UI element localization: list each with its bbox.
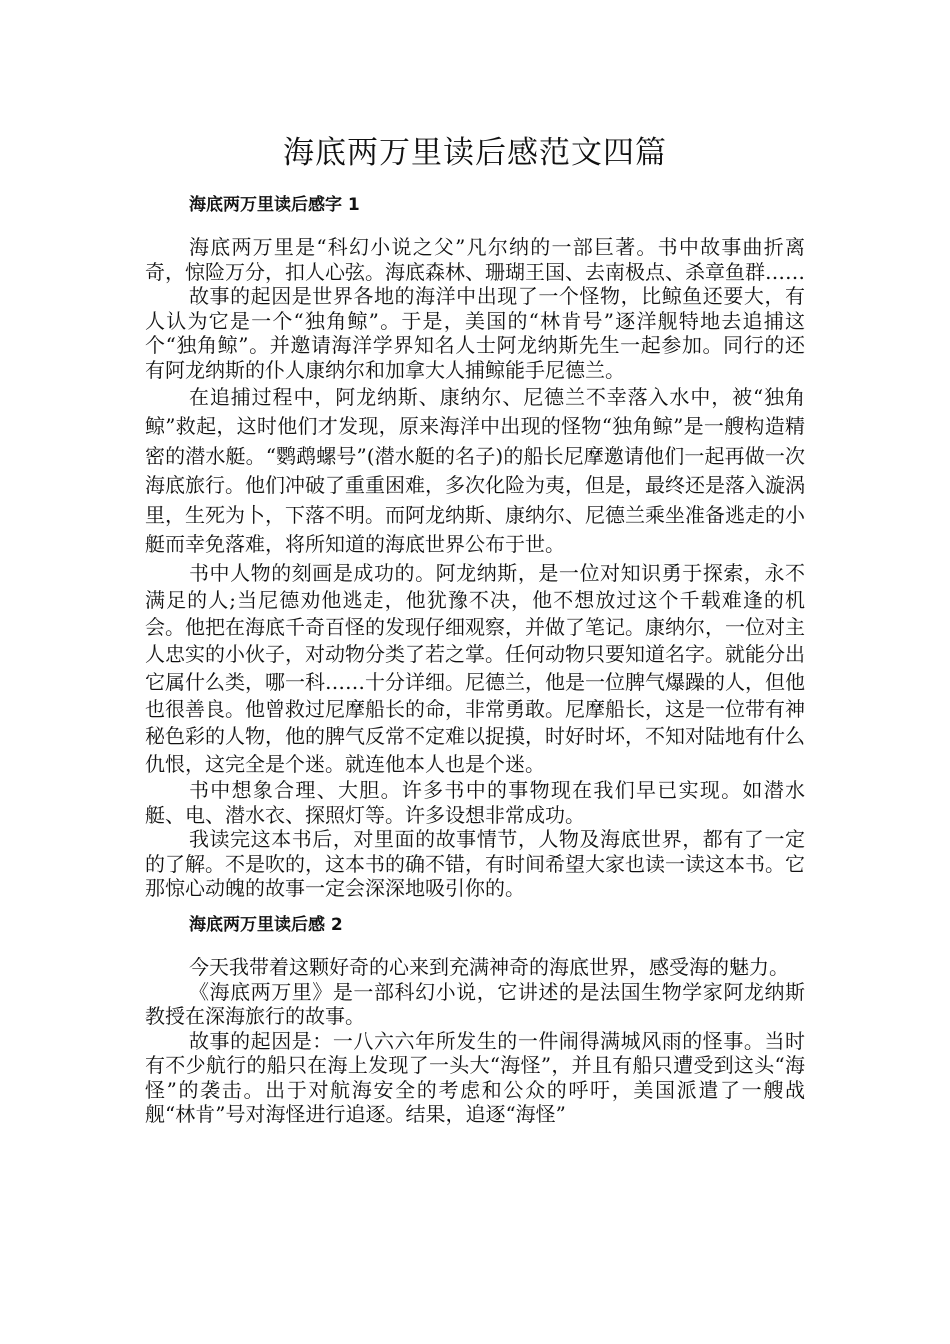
paragraph: 书中人物的刻画是成功的。阿龙纳斯，是一位对知识勇于探索，永不满足的人;当尼德劝他逃走，他犹豫不决，他不想放过这个千载难逢的机会。他把在海底千奇百怪的发现仔细观察，并做了笔记。康纳尔，一位对主人忠实的小伙子，对动物分类了若之掌。任何动物只要知道名字。就能分出它属什么类，哪一科……十分详细。尼德兰，他是一位脾气爆躁的人，但他也很善良。他曾救过尼摩船长的命，非常勇敢。尼摩船长，这是一位带有神秘色彩的人物，他的脾气反常不定难以捉摸，时好时坏，不知对陆地有什么仇恨，这完全是个迷。就连他本人也是个迷。 (145, 560, 805, 776)
section-heading: 海底两万里读后感 2 (189, 914, 343, 935)
paragraph: 故事的起因是世界各地的海洋中出现了一个怪物，比鲸鱼还要大，有人认为它是一个“独角鲸”。于是，美国的“林肯号”逐洋舰特地去追捕这个“独角鲸”。并邀请海洋学界知名人士阿龙纳斯先生一起参加。同行的还有阿龙纳斯的仆人康纳尔和加拿大人捕鲸能手尼德兰。 (145, 284, 805, 382)
paragraph: 故事的起因是：一八六六年所发生的一件闹得满城风雨的怪事。当时有不少航行的船只在海上发现了一头大“海怪”，并且有船只遭受到这头“海怪”的袭击。出于对航海安全的考虑和公众的呼吁，美国派遣了一艘战舰“林肯”号对海怪进行追逐。结果，追逐“海怪” (145, 1028, 805, 1127)
paragraph: 我读完这本书后，对里面的故事情节，人物及海底世界，都有了一定的了解。不是吹的，这本书的确不错，有时间希望大家也读一读这本书。它那惊心动魄的故事一定会深深地吸引你的。 (145, 827, 805, 901)
paragraph: 在追捕过程中，阿龙纳斯、康纳尔、尼德兰不幸落入水中，被“独角鲸”救起，这时他们才发现，原来海洋中出现的怪物“独角鲸”是一艘构造精密的潜水艇。“鹦鹉螺号”(潜水艇的名子)的船长尼摩邀请他们一起再做一次海底旅行。他们冲破了重重困难，多次化险为夷，但是，最终还是落入漩涡里，生死为卜，下落不明。而阿龙纳斯、康纳尔、尼德兰乘坐准备逃走的小艇而幸免落难，将所知道的海底世界公布于世。 (145, 384, 805, 557)
paragraph: 海底两万里是“科幻小说之父”凡尔纳的一部巨著。书中故事曲折离奇，惊险万分，扣人心弦。海底森林、珊瑚王国、去南极点、杀章鱼群…… (145, 235, 805, 284)
paragraph: 书中想象合理、大胆。许多书中的事物现在我们早已实现。如潜水艇、电、潜水衣、探照灯等。许多设想非常成功。 (145, 777, 805, 827)
paragraph: 《海底两万里》是一部科幻小说，它讲述的是法国生物学家阿龙纳斯教授在深海旅行的故事。 (145, 979, 805, 1029)
paragraph: 今天我带着这颗好奇的心来到充满神奇的海底世界，感受海的魅力。 (189, 954, 789, 979)
section-heading: 海底两万里读后感字 1 (189, 195, 360, 215)
document-title: 海底两万里读后感范文四篇 (283, 135, 667, 171)
